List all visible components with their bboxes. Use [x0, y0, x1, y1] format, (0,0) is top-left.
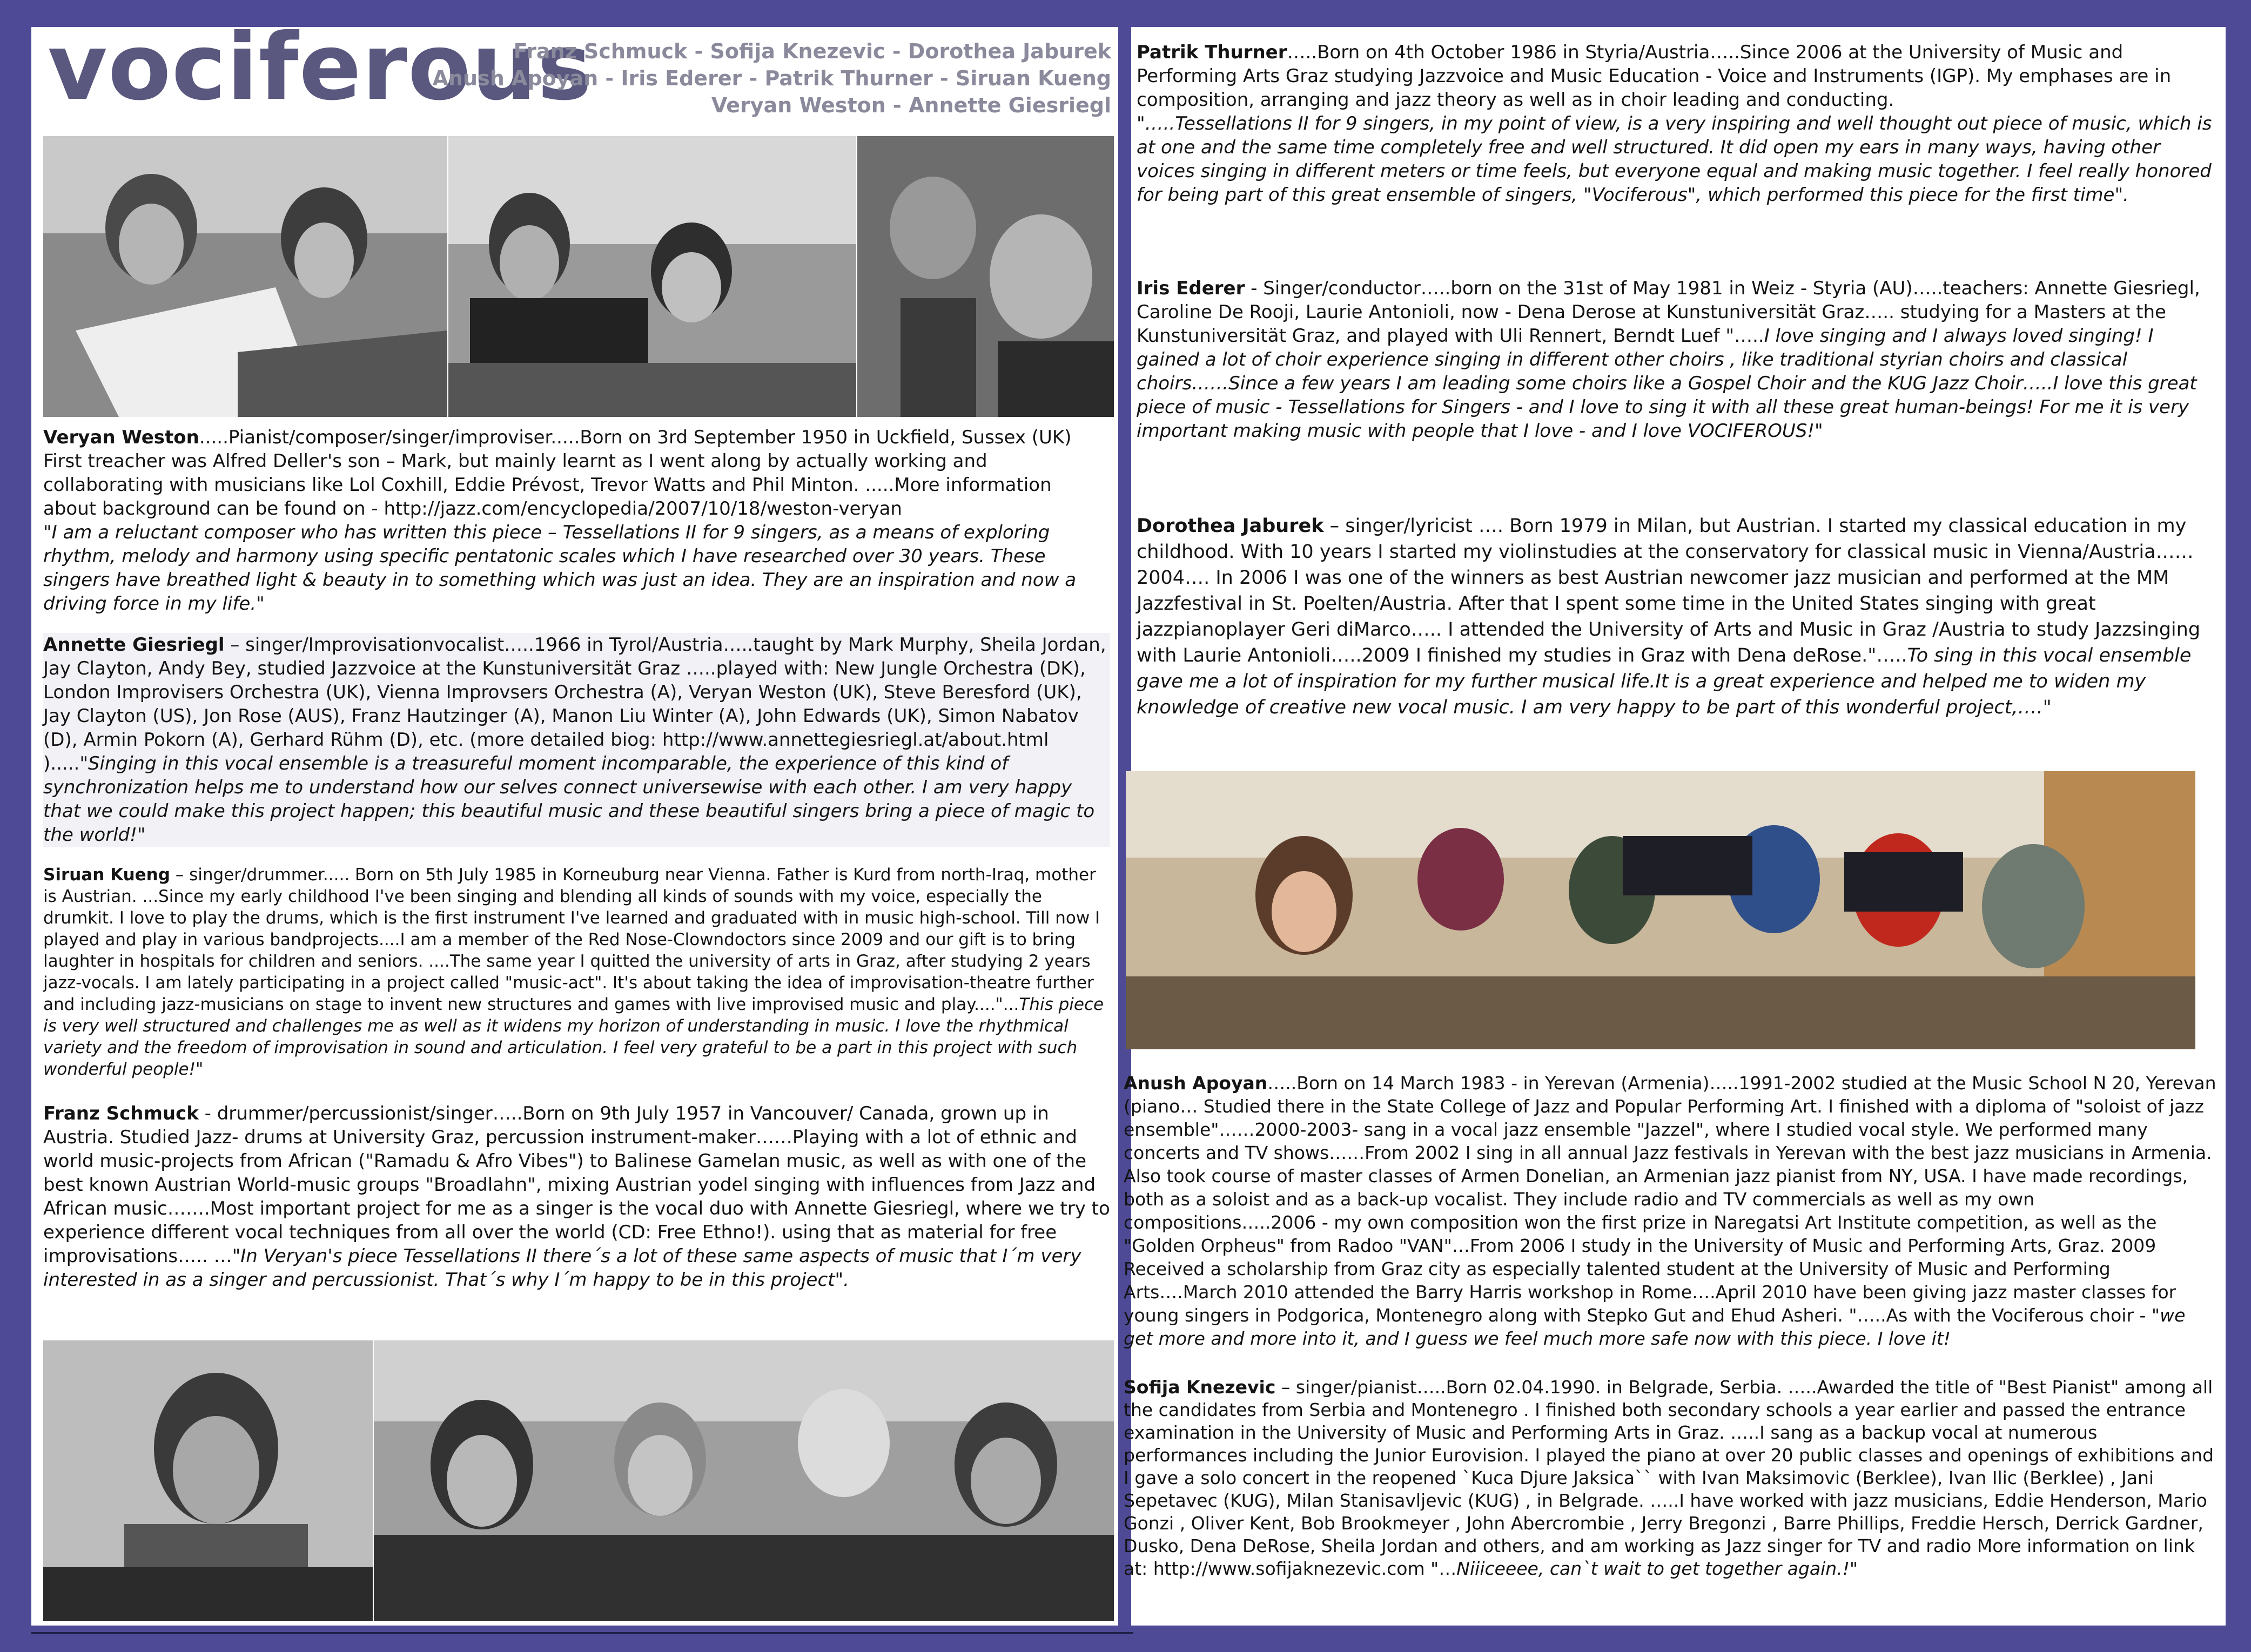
bio-quote: "Singing in this vocal ensemble is a treasureful moment incomparable, the experience of this kind of synchronization helps me to understand how our selves connect universewise with each other. I am very happy that we could make this project happen; this beautiful music and these beautiful singers bring a piece of magic to the world!" — [43, 753, 1095, 846]
bio-quote: To sing in this vocal ensemble gave me a lot of inspiration for my further musical life.It is a great experience and helped me to widen my knowledge of creative new vocal music. I am very happy to be part of this wonderful project,…." — [1137, 645, 2192, 718]
bio-franz-schmuck — [43, 1102, 1110, 1292]
bio-text: – singer/Improvisationvocalist…..1966 in Tyrol/Austria…..taught by Mark Murphy, Sheila Jordan, Jay Clayton, Andy Bey, studied Jazzvoice at the Kunstuniversität Graz …..played with: New Jungle Orchestra (DK), London Improvisers Orchestra (UK), Vienna Improvsers Orchestra (A), Veryan Weston (UK), Steve Beresford (UK), Jay Clayton (US), Jon Rose (AUS), Franz Hautzinger (A), Manon Liu Winter (A), John Edwards (UK), Simon Nabatov (D), Armin Pokorn (A), Gerhard Rühm (D), etc. (more detailed biog: http://www.annettegiesriegl.at/about.html )..... — [43, 634, 1106, 774]
bio-name: Anush Apoyan — [1124, 1073, 1268, 1094]
page-title: vociferous — [48, 14, 593, 121]
bio-quote: This piece is very well structured and challenges me as well as it widens my horizon of understanding in music. I love the rhythmical variety and the freedom of improvisation in sound and articulation. I feel very grateful to be a part in this project with such wonderful people!" — [43, 995, 1104, 1079]
bio-name: Annette Giesriegl — [43, 634, 225, 656]
bio-text: - Singer/conductor…..born on the 31st of May 1981 in Weiz - Styria (AU)…..teachers: Annette Giesriegl, Caroline De Rooji, Laurie Antonioli, now - Dena Derose at Kunstuniversität Graz….. studying for a Masters at the Kunstuniversität Graz, and played with Uli Rennert, Berndt Luef "….. — [1137, 278, 2200, 347]
bio-siruan-kueng — [43, 864, 1110, 1080]
bio-anush-apoyan — [1124, 1071, 2220, 1350]
bio-quote: "…..Tessellations II for 9 singers, in my point of view, is a very inspiring and well thought out piece of music, which is at one and the same time completely free and well structured. It did open my ears in many ways, having other voices singing in different meters or time feels, but everyone equal and making music together. I feel really honored for being part of this great ensemble of singers, "Vociferous", which performed this piece for the first time". — [1137, 113, 2212, 206]
bio-veryan-weston — [43, 426, 1110, 616]
bio-quote: Niiiceeee, can`t wait to get together again.!" — [1456, 1558, 1858, 1579]
bio-name: Patrik Thurner — [1137, 42, 1287, 63]
bio-name: Sofija Knezevic — [1124, 1377, 1276, 1398]
bio-name: Franz Schmuck — [43, 1103, 199, 1124]
bio-text: …..Born on 4th October 1986 in Styria/Austria…..Since 2006 at the University of Music and Performing Arts Graz studying Jazzvoice and Music Education - Voice and Instruments (IGP). My emphases are in composition, arranging and jazz theory as well as in choir leading and conducting. — [1137, 42, 2172, 111]
bio-quote: we get more and more into it, and I guess we feel much more safe now with this piece. I love it! — [1124, 1305, 2186, 1349]
rehearsal-photo-4 — [43, 1340, 373, 1621]
bio-quote: "I am a reluctant composer who has written this piece – Tessellations II for 9 singers, as a means of exploring rhythm, melody and harmony using specific pentatonic scales which I have researched over 30 years. These singers have breathed light & beauty in to something which was just an idea. They are an inspiration and now a driving force in my life." — [43, 522, 1077, 615]
bottom-divider — [31, 1632, 1133, 1634]
bio-annette-giesriegl — [43, 633, 1110, 847]
rehearsal-photo-1 — [43, 136, 447, 417]
ensemble-color-photo — [1126, 771, 2195, 1049]
bio-dorothea-jaburek — [1137, 513, 2220, 720]
bio-name: Veryan Weston — [43, 427, 199, 448]
bio-name: Siruan Kueng — [43, 865, 170, 885]
member-line: Franz Schmuck - Sofija Knezevic - Dorothea Jaburek — [513, 39, 1111, 63]
bio-text: – singer/drummer..... Born on 5th July 1985 in Korneuburg near Vienna. Father is Kurd from north-Iraq, mother is Austrian. ...Since my early childhood I've been singing and blending all kinds of sounds with my voice, especially the drumkit. I love to play the drums, which is the first instrument I've learned and graduated with in music high-school. Till now I played and play in various bandprojects....I am a member of the Red Nose-Clowndoctors since 2009 and our gift is to bring laughter in hospitals for children and seniors. ....The same year I quitted the university of arts in Graz, after studying 2 years jazz-vocals. I am lately participating in a project called "music-act". It's about taking the idea of improvisation-theatre further and including jazz-musicians on stage to invent new structures and games with live improvised music and play...."... — [43, 865, 1100, 1014]
bio-iris-ederer — [1137, 277, 2220, 443]
member-line: Anush Apoyan - Iris Ederer - Patrik Thurner - Siruan Kueng — [432, 66, 1111, 90]
bio-text: - drummer/percussionist/singer…..Born on 9th July 1957 in Vancouver/ Canada, grown up in Austria. Studied Jazz- drums at University Graz, percussion instrument-maker……Playing with a lot of ethnic and world music-projects from African ("Ramadu & Afro Vibes") to Balinese Gamelan music, as well as with one of the best known Austrian World-music groups "Broadlahn", mixing Austrian yodel singing with influences from Jazz and African music…….Most important project for me as a singer is the vocal duo with Annette Giesriegl, where we try to experience different vocal techniques from all over the world (CD: Free Ethno!). using that as material for free improvisations….. …" — [43, 1103, 1110, 1267]
rehearsal-photo-2 — [448, 136, 856, 417]
bio-text: – singer/lyricist …. Born 1979 in Milan, but Austrian. I started my classical education in my childhood. With 10 years I started my violinstudies at the conservatory for classical music in Vienna/Austria……2004…. In 2006 I was one of the winners as best Austrian newcomer jazz musician and performed at the MM Jazzfestival in St. Poelten/Austria. After that I spent some time in the United States singing with great jazzpianoplayer Geri diMarco….. I attended the University of Arts and Music in Graz /Austria to study Jazzsinging with Laurie Antonioli…..2009 I finished my studies in Graz with Dena deRose."….. — [1137, 515, 2201, 666]
rehearsal-photo-3 — [857, 136, 1114, 417]
bio-text: – singer/pianist…..Born 02.04.1990. in Belgrade, Serbia. …..Awarded the title of "Best Pianist" among all the candidates from Serbia and Montenegro . I finished both secondary schools a year earlier and passed the entrance examination in the University of Music and Performing Arts in Graz. …..I sang as a backup vocal at numerous performances including the Junior Eurovision. I played the piano at over 20 public classes and openings of exhibitions and I gave a solo concert in the reopened `Kuca Djure Jaksica`` with Ivan Maksimovic (Berklee), Ivan Ilic (Berklee) , Jani Sepetavec (KUG), Milan Stanisavljevic (KUG) , in Belgrade. …..I have worked with jazz musicians, Eddie Henderson, Mario Gonzi , Oliver Kent, Bob Brookmeyer , John Abercrombie , Jerry Bregonzi , Barre Phillips, Freddie Hersch, Derrick Gardner, Dusko, Dena DeRose, Sheila Jordan and others, and am working as Jazz singer for TV and radio More information on link at: http://www.sofijaknezevic.com "… — [1124, 1377, 2214, 1579]
rehearsal-photo-5 — [374, 1340, 1114, 1621]
member-line: Veryan Weston - Annette Giesriegl — [711, 93, 1111, 117]
bio-quote: In Veryan's piece Tessellations II there´s a lot of these same aspects of music that I´m very interested in as a singer and percussionist. That´s why I´m happy to be in this project". — [43, 1245, 1081, 1291]
bio-text: …..Born on 14 March 1983 - in Yerevan (Armenia)…..1991-2002 studied at the Music School N 20, Yerevan (piano… Studied there in the State College of Jazz and Popular Performing Art. I finished with a diploma of "soloist of jazz ensemble"……2000-2003- sang in a vocal jazz ensemble "Jazzel", where I studied vocal style. We performed many concerts and TV shows……From 2002 I sing in all annual Jazz festivals in Yerevan with the best jazz musicians in Armenia. Also took course of master classes of Armen Donelian, an Armenian jazz pianist from NY, USA. I have made recordings, both as a soloist and as a back-up vocalist. They include radio and TV commercials as well as my own compositions…..2006 - my own composition won the first prize in Naregatsi Art Institute competition, as well as the "Golden Orpheus" from Radoo "VAN"…From 2006 I study in the University of Music and Performing Arts, Graz. 2009 Received a scholarship from Graz city as especially talented student at the University of Music and Performing Arts….March 2010 attended the Barry Harris workshop in Rome….April 2010 have been giving jazz master classes for young singers in Podgorica, Montenegro along with Stepko Gut and Ehud Asheri. "…..As with the Vociferous choir - " — [1124, 1073, 2216, 1326]
bio-patrik-thurner — [1137, 41, 2220, 207]
bio-sofija-knezevic — [1124, 1376, 2220, 1580]
bio-quote: I love singing and I always loved singing! I gained a lot of choir experience singing in different other choirs , like traditional styrian choirs and classical choirs……Since a few years I am leading some choirs like a Gospel Choir and the KUG Jazz Choir…..I love this great piece of music - Tessellations for Singers - and I love to sing it with all these great human-beings! For me it is very important making music with people that I love - and I love VOCIFEROUS!" — [1137, 325, 2197, 442]
bio-text: .....Pianist/composer/singer/improviser.....Born on 3rd September 1950 in Uckfield, Sussex (UK) First treacher was Alfred Deller's son – Mark, but mainly learnt as I went along by actually working and collaborating with musicians like Lol Coxhill, Eddie Prévost, Trevor Watts and Phil Minton. .....More information about background can be found on - http://jazz.com/encyclopedia/2007/10/18/weston-veryan — [43, 427, 1072, 520]
bio-name: Dorothea Jaburek — [1137, 515, 1324, 537]
ensemble-member-list — [433, 38, 1111, 119]
bio-name: Iris Ederer — [1137, 278, 1245, 299]
